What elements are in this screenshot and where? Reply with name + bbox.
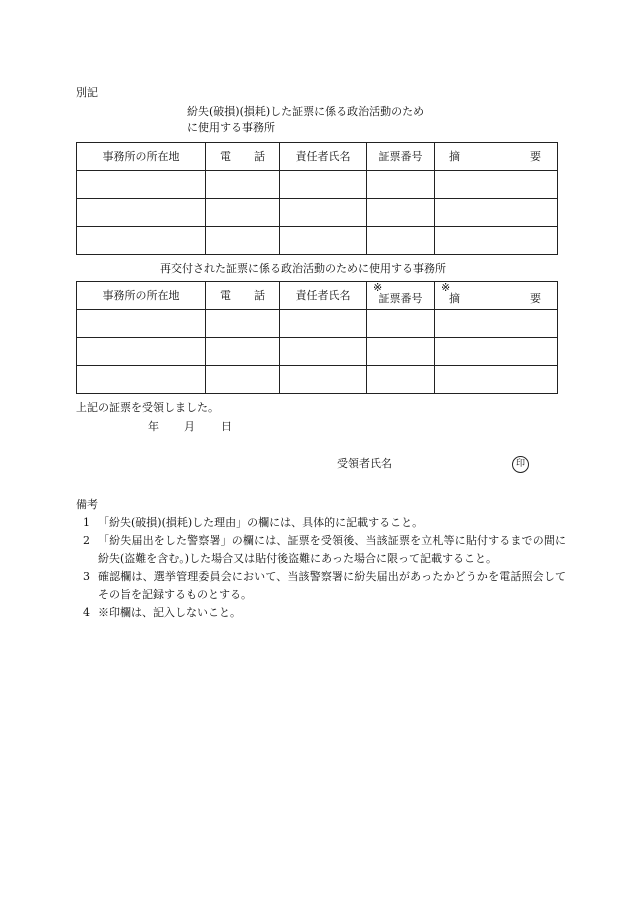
- table-cell[interactable]: [367, 338, 435, 366]
- table-cell[interactable]: [367, 366, 435, 394]
- table-cell[interactable]: [367, 171, 435, 199]
- table-header-row: [77, 282, 558, 310]
- table-cell[interactable]: [206, 338, 280, 366]
- section1-title-line1: 紛失(破損)(損耗)した証票に係る政治活動のため: [187, 105, 425, 118]
- date-day-label: 日: [221, 420, 232, 433]
- header-location: 事務所の所在地: [77, 282, 206, 310]
- recipient-name-label: 受領者氏名: [337, 457, 392, 470]
- table-row: [77, 338, 558, 366]
- note-item: 1 「紛失(破損)(損耗)した理由」の欄には、具体的に記載すること。: [83, 516, 424, 529]
- table-cell[interactable]: [435, 366, 558, 394]
- table-row: [77, 171, 558, 199]
- table-cell[interactable]: [280, 227, 367, 255]
- table-row: [77, 199, 558, 227]
- lost-certificate-office-table: [76, 142, 558, 255]
- notes-heading: 備考: [76, 498, 98, 511]
- table-cell[interactable]: [77, 310, 206, 338]
- receipt-statement: 上記の証票を受領しました。: [76, 401, 219, 414]
- reissued-certificate-office-table: [76, 281, 558, 394]
- table-cell[interactable]: [435, 199, 558, 227]
- header-remarks: ※ 摘 要: [435, 282, 558, 310]
- table-cell[interactable]: [367, 310, 435, 338]
- table-cell[interactable]: [280, 199, 367, 227]
- table-cell[interactable]: [206, 310, 280, 338]
- table-cell[interactable]: [367, 199, 435, 227]
- table-row: [77, 366, 558, 394]
- table-cell[interactable]: [280, 338, 367, 366]
- table-cell[interactable]: [367, 227, 435, 255]
- date-month-label: 月: [184, 420, 195, 433]
- header-responsible-person: 責任者氏名: [280, 282, 367, 310]
- table-cell[interactable]: [435, 310, 558, 338]
- table-cell[interactable]: [435, 171, 558, 199]
- table-cell[interactable]: [77, 227, 206, 255]
- table-cell[interactable]: [206, 227, 280, 255]
- table-cell[interactable]: [77, 338, 206, 366]
- table-cell[interactable]: [435, 227, 558, 255]
- note-item: 2 「紛失届出をした警察署」の欄には、証票を受領後、当該証票を立札等に貼付するまでの間に紛失(盗難を含む。)した場合又は貼付後盗難にあった場合に限って記載すること。: [83, 534, 566, 565]
- table-cell[interactable]: [435, 338, 558, 366]
- note-mark: ※: [441, 281, 451, 294]
- section1-title-line2: に使用する事務所: [187, 121, 275, 134]
- date-year-label: 年: [148, 420, 159, 433]
- table-cell[interactable]: [206, 366, 280, 394]
- table-cell[interactable]: [77, 366, 206, 394]
- notes-list: [76, 514, 566, 622]
- header-location: 事務所の所在地: [77, 143, 206, 171]
- note-item: 3 確認欄は、選挙管理委員会において、当該警察署に紛失届出があったかどうかを電話照会してその旨を記録するものとする。: [83, 570, 566, 601]
- table-cell[interactable]: [77, 171, 206, 199]
- section2-title: 再交付された証票に係る政治活動のために使用する事務所: [160, 262, 446, 275]
- note-item: 4 ※印欄は、記入しないこと。: [83, 606, 241, 619]
- table-row: [77, 227, 558, 255]
- table-row: [77, 310, 558, 338]
- appendix-label: 別記: [76, 86, 98, 99]
- table-cell[interactable]: [206, 199, 280, 227]
- header-responsible-person: 責任者氏名: [280, 143, 367, 171]
- note-mark: ※: [373, 281, 383, 294]
- table-header-row: [77, 143, 558, 171]
- header-phone: 電 話: [206, 282, 280, 310]
- table-cell[interactable]: [280, 366, 367, 394]
- header-certificate-number: ※ 証票番号: [367, 282, 435, 310]
- table-cell[interactable]: [280, 171, 367, 199]
- header-certificate-number: 証票番号: [367, 143, 435, 171]
- table-cell[interactable]: [206, 171, 280, 199]
- table-cell[interactable]: [77, 199, 206, 227]
- header-phone: 電 話: [206, 143, 280, 171]
- table-cell[interactable]: [280, 310, 367, 338]
- seal-mark: 印: [512, 456, 529, 473]
- header-remarks: 摘 要: [435, 143, 558, 171]
